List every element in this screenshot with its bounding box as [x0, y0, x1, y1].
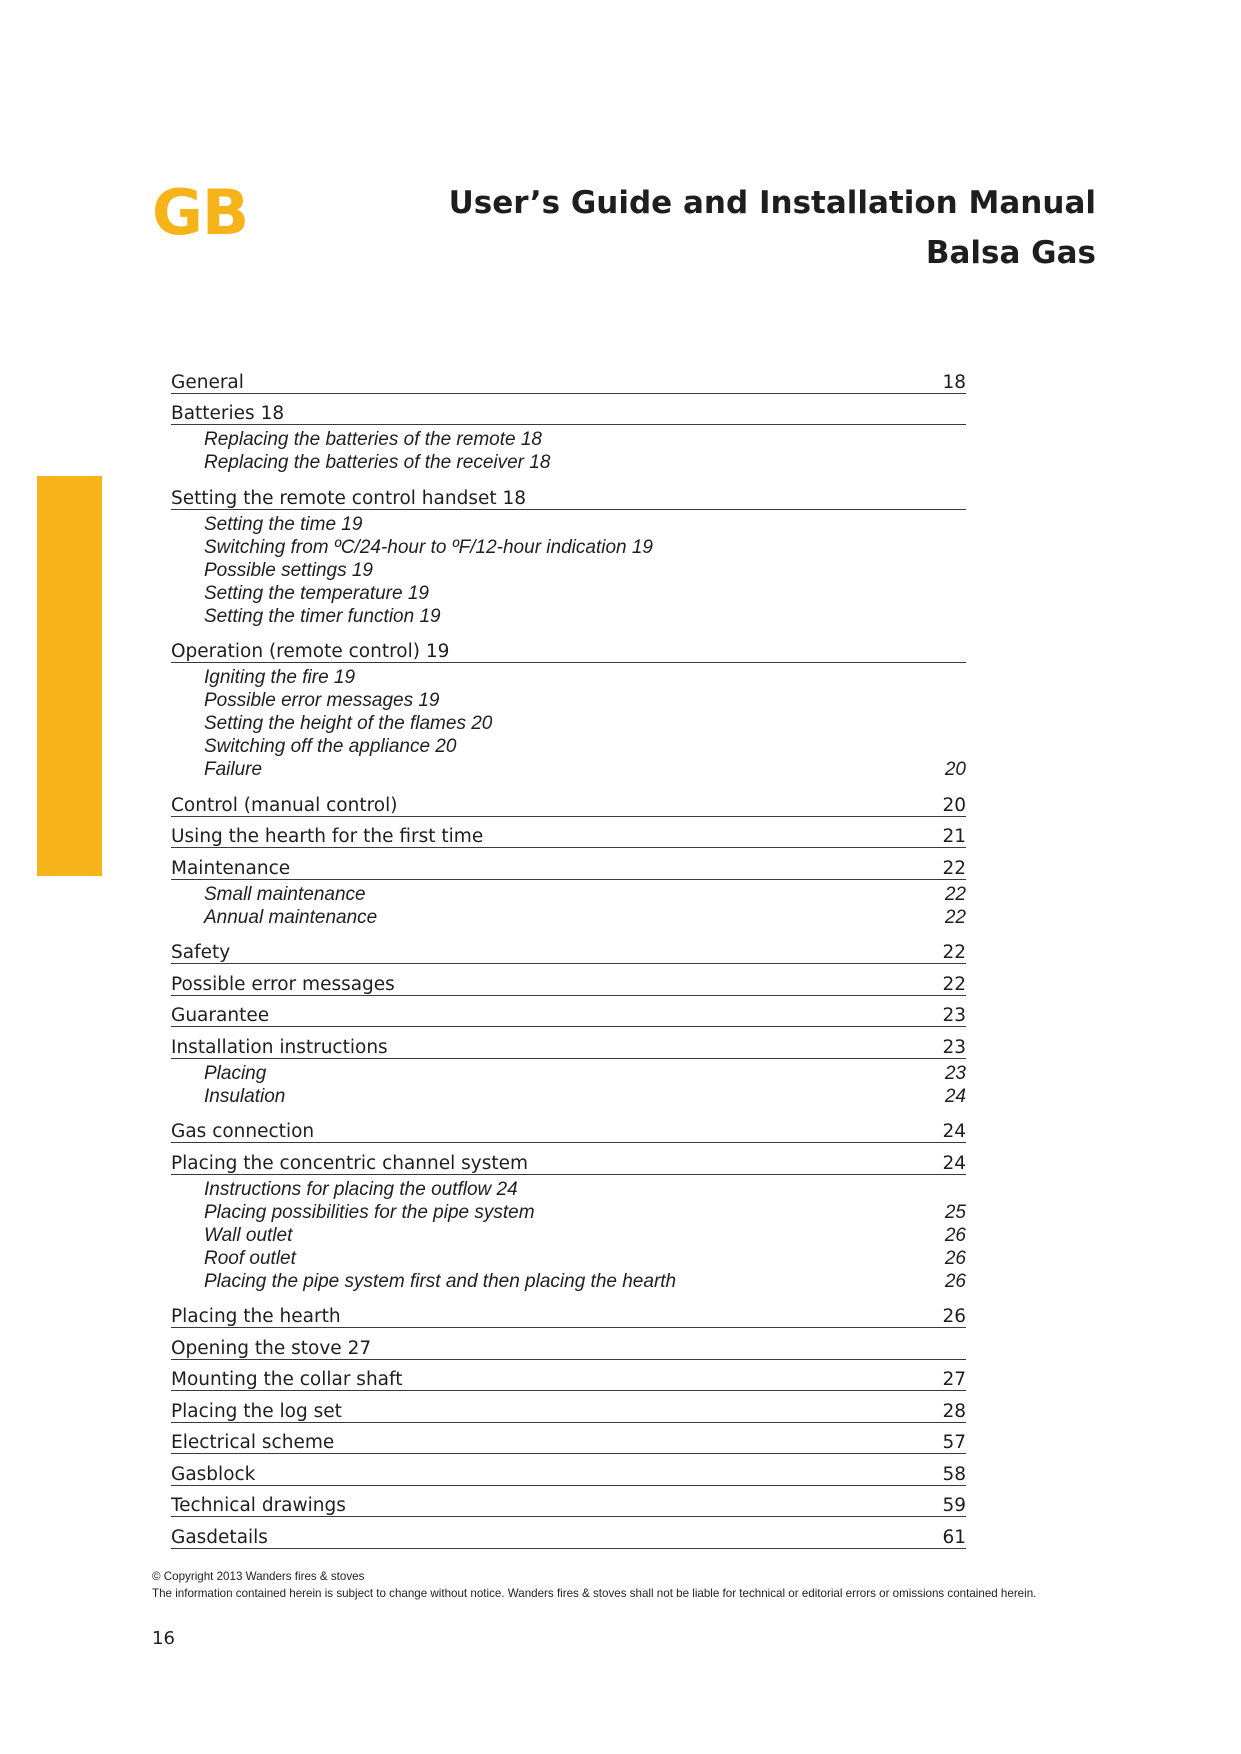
toc-subentry[interactable] — [171, 1062, 966, 1085]
toc-entry-label: Control (manual control) — [171, 794, 398, 816]
toc-subentry-page: 20 — [944, 759, 966, 780]
toc-subgroup-maintenance — [171, 880, 966, 933]
toc-entry-page: 59 — [942, 1495, 966, 1516]
toc-subentry[interactable] — [171, 559, 966, 582]
toc-subgroup-batteries — [171, 425, 966, 478]
toc-entry-label: Using the hearth for the first time — [171, 826, 484, 847]
toc-subentry-label: Placing the pipe system first and then placing the hearth — [204, 1270, 677, 1292]
toc-entry-label: Operation (remote control) 19 — [171, 641, 450, 662]
title-line-1: User’s Guide and Installation Manual — [448, 185, 1096, 221]
toc-subentry[interactable] — [171, 1178, 966, 1201]
language-code: GB — [152, 176, 249, 249]
toc-entry-maintenance[interactable] — [171, 848, 966, 880]
toc-subentry-label: Insulation — [204, 1085, 286, 1107]
toc-entry-label: Setting the remote control handset 18 — [171, 487, 527, 509]
toc-subentry-label: Switching off the appliance 20 — [204, 736, 457, 757]
toc-subentry[interactable] — [171, 758, 966, 781]
toc-entry-page: 22 — [942, 973, 966, 995]
toc-subentry-label: Setting the time 19 — [204, 513, 363, 535]
toc-entry-label: Maintenance — [171, 857, 291, 879]
toc-entry-gasdetails[interactable] — [171, 1517, 966, 1549]
toc-subentry-label: Placing — [204, 1062, 267, 1084]
toc-subentry[interactable] — [171, 428, 966, 451]
toc-entry-page: 24 — [942, 1121, 966, 1142]
toc-entry-label: Gasdetails — [171, 1526, 268, 1548]
toc-entry-gasblock[interactable] — [171, 1454, 966, 1486]
toc-subentry-page: 26 — [944, 1247, 966, 1269]
toc-entry-label: Technical drawings — [171, 1495, 346, 1516]
toc-subentry-page: 26 — [944, 1224, 966, 1246]
toc-entry-gas-connection[interactable] — [171, 1112, 966, 1144]
toc-subentry[interactable] — [171, 1201, 966, 1224]
toc-subentry-label: Failure — [204, 759, 263, 780]
toc-entry-page: 21 — [942, 826, 966, 847]
toc-subentry-label: Possible error messages 19 — [204, 690, 440, 711]
toc-entry-label: Electrical scheme — [171, 1432, 335, 1453]
toc-entry-technical[interactable] — [171, 1486, 966, 1518]
toc-subentry-label: Small maintenance — [204, 883, 366, 905]
toc-entry-label: Opening the stove 27 — [171, 1337, 372, 1359]
toc-entry-first-time[interactable] — [171, 817, 966, 849]
toc-entry-label: Placing the log set — [171, 1400, 342, 1422]
toc-entry-page: 18 — [942, 371, 966, 393]
toc-entry-page: 24 — [942, 1152, 966, 1174]
toc-entry-label: Batteries 18 — [171, 403, 285, 424]
toc-subgroup-operation — [171, 663, 966, 785]
toc-entry-page: 23 — [942, 1005, 966, 1026]
toc-subentry-page: 24 — [944, 1085, 966, 1107]
toc-entry-page: 57 — [942, 1432, 966, 1453]
toc-subentry[interactable] — [171, 1247, 966, 1270]
toc-entry-error-messages[interactable] — [171, 964, 966, 996]
toc-entry-remote-handset[interactable] — [171, 478, 966, 510]
toc-entry-page: 58 — [942, 1463, 966, 1485]
toc-entry-page: 23 — [942, 1036, 966, 1058]
toc-subentry-label: Replacing the batteries of the receiver 18 — [204, 452, 551, 473]
toc-subentry-label: Replacing the batteries of the remote 18 — [204, 429, 542, 450]
disclaimer-text: The information contained herein is subject to change without notice. Wanders fires & stoves shall not be liable for technical or editorial errors or omissions contained herein. — [152, 1587, 1037, 1600]
toc-subentry-page: 25 — [944, 1201, 966, 1223]
toc-subgroup-concentric — [171, 1175, 966, 1297]
toc-subentry-label: Wall outlet — [204, 1224, 293, 1246]
table-of-contents — [171, 362, 966, 1549]
toc-subentry-page: 22 — [944, 883, 966, 905]
language-side-tab — [37, 476, 102, 876]
toc-subentry[interactable] — [171, 451, 966, 474]
toc-entry-safety[interactable] — [171, 933, 966, 965]
toc-subentry-page: 26 — [944, 1270, 966, 1292]
footer — [152, 1568, 1112, 1602]
toc-subentry[interactable] — [171, 582, 966, 605]
toc-entry-opening-stove[interactable] — [171, 1328, 966, 1360]
toc-subentry-page: 22 — [944, 906, 966, 928]
toc-entry-page: 22 — [942, 857, 966, 879]
toc-entry-collar-shaft[interactable] — [171, 1360, 966, 1392]
toc-entry-placing-hearth[interactable] — [171, 1297, 966, 1329]
toc-subentry[interactable] — [171, 906, 966, 929]
toc-subentry-label: Setting the height of the flames 20 — [204, 713, 493, 734]
toc-entry-label: Mounting the collar shaft — [171, 1369, 403, 1390]
toc-subentry[interactable] — [171, 689, 966, 712]
toc-entry-page: 27 — [942, 1369, 966, 1390]
toc-subentry[interactable] — [171, 536, 966, 559]
toc-subentry[interactable] — [171, 513, 966, 536]
toc-subentry-label: Roof outlet — [204, 1247, 296, 1269]
toc-entry-electrical[interactable] — [171, 1423, 966, 1455]
toc-subentry[interactable] — [171, 735, 966, 758]
toc-entry-general[interactable] — [171, 362, 966, 394]
toc-subentry[interactable] — [171, 1085, 966, 1108]
toc-entry-page: 61 — [942, 1526, 966, 1548]
toc-entry-page: 20 — [942, 794, 966, 816]
toc-subgroup-installation — [171, 1059, 966, 1112]
toc-subentry[interactable] — [171, 883, 966, 906]
toc-entry-label: Placing the hearth — [171, 1306, 341, 1327]
toc-entry-label: Installation instructions — [171, 1036, 388, 1058]
toc-subentry[interactable] — [171, 712, 966, 735]
toc-entry-page: 28 — [942, 1400, 966, 1422]
page-number: 16 — [152, 1628, 175, 1649]
toc-entry-operation[interactable] — [171, 632, 966, 664]
copyright-text: © Copyright 2013 Wanders fires & stoves — [152, 1570, 365, 1583]
toc-subentry-label: Placing possibilities for the pipe system — [204, 1201, 535, 1223]
toc-subentry-label: Possible settings 19 — [204, 559, 373, 581]
toc-subentry-label: Instructions for placing the outflow 24 — [204, 1178, 518, 1200]
toc-entry-installation[interactable] — [171, 1027, 966, 1059]
toc-entry-page: 22 — [942, 942, 966, 963]
toc-subentry-page: 23 — [944, 1062, 966, 1084]
toc-entry-label: General — [171, 371, 244, 393]
toc-subentry-label: Setting the temperature 19 — [204, 582, 429, 604]
toc-subentry[interactable] — [171, 1270, 966, 1293]
title-line-2: Balsa Gas — [925, 235, 1096, 271]
toc-subgroup-remote-handset — [171, 510, 966, 632]
toc-entry-label: Gasblock — [171, 1463, 256, 1485]
toc-entry-log-set[interactable] — [171, 1391, 966, 1423]
toc-entry-label: Possible error messages — [171, 973, 395, 995]
toc-entry-label: Placing the concentric channel system — [171, 1152, 529, 1174]
document-title — [449, 178, 1096, 278]
toc-subentry-label: Annual maintenance — [204, 906, 378, 928]
toc-subentry-label: Igniting the fire 19 — [204, 667, 356, 688]
toc-entry-batteries[interactable] — [171, 394, 966, 426]
toc-subentry[interactable] — [171, 605, 966, 628]
toc-subentry[interactable] — [171, 666, 966, 689]
toc-entry-guarantee[interactable] — [171, 996, 966, 1028]
toc-entry-page: 26 — [942, 1306, 966, 1327]
toc-entry-concentric-channel[interactable] — [171, 1143, 966, 1175]
toc-entry-control-manual[interactable] — [171, 785, 966, 817]
toc-entry-label: Safety — [171, 942, 231, 963]
toc-subentry-label: Switching from ºC/24-hour to ºF/12-hour indication 19 — [204, 536, 653, 558]
toc-entry-label: Gas connection — [171, 1121, 315, 1142]
toc-subentry[interactable] — [171, 1224, 966, 1247]
toc-subentry-label: Setting the timer function 19 — [204, 605, 441, 627]
toc-entry-label: Guarantee — [171, 1005, 270, 1026]
